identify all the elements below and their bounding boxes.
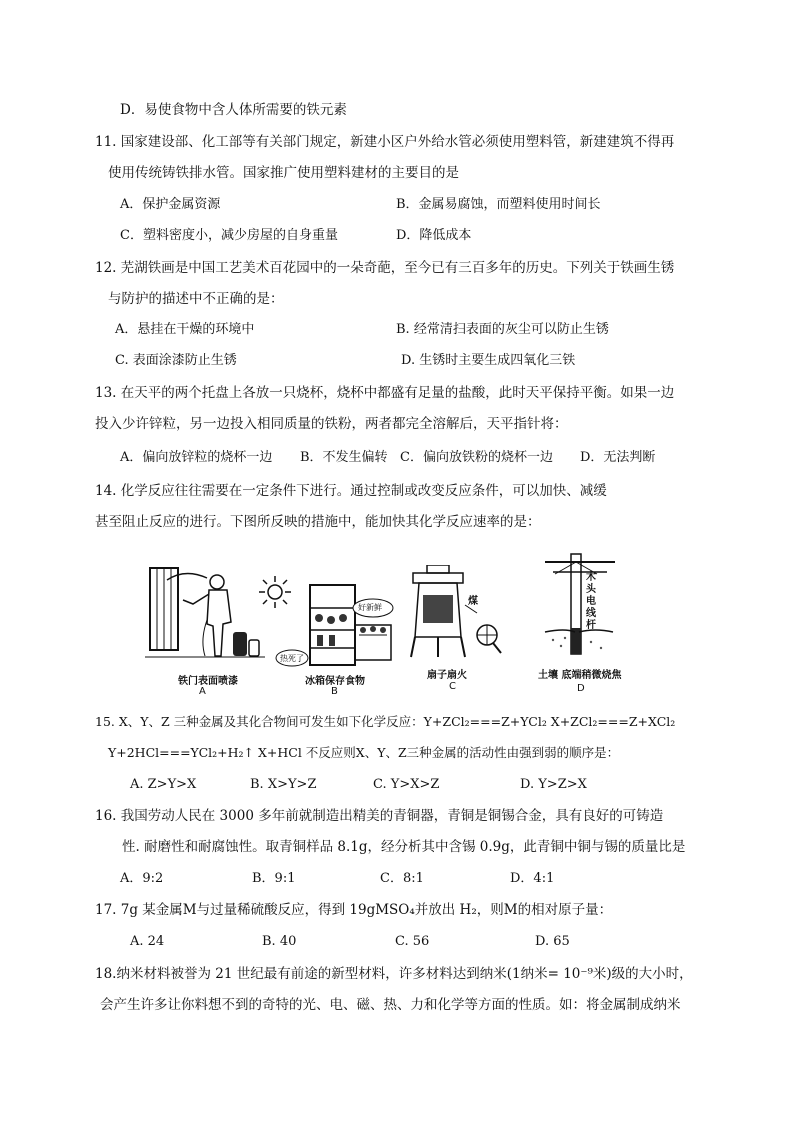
q12-option-d: D. 生锈时主要生成四氧化三铁: [401, 353, 576, 368]
q14-stem-line2: 甚至阻止反应的进行。下图所反映的措施中，能加快其化学反应速率的是：: [95, 514, 541, 530]
figure-c-stove: [405, 565, 505, 670]
q16-stem-line2: 性. 耐磨性和耐腐蚀性。取青铜样品 8.1g，经分析其中含锡 0.9g，此青铜中铜与锡的质量比是: [122, 839, 686, 855]
q16-option-b: B．9:1: [252, 871, 296, 886]
q11-stem-line1: 11. 国家建设部、化工部等有关部门规定，新建小区户外给水管必须使用塑料管，新建建筑不得再: [95, 134, 675, 150]
pole-char: 头: [586, 584, 596, 595]
q15-option-c: C. Y>X>Z: [373, 777, 440, 792]
q13-stem-line2: 投入少许锌粒，另一边投入相同质量的铁粉，两者都完全溶解后，天平指针将：: [95, 416, 568, 432]
q15-option-d: D. Y>Z>X: [520, 777, 587, 792]
figure-b-bubble-fresh: 好新鲜: [358, 603, 382, 612]
q11-option-d: D．降低成本: [396, 228, 472, 243]
q11-stem-line2: 使用传统铸铁排水管。国家推广使用塑料建材的主要目的是: [108, 165, 459, 181]
q15-option-a: A. Z>Y>X: [130, 777, 197, 792]
figure-d-caption: 土壤 底端稍微烧焦: [538, 670, 622, 681]
q12-stem-line2: 与防护的描述中不正确的是：: [108, 291, 284, 307]
q15-stem-line2: Y+2HCl===YCl₂+H₂↑ X+HCl 不反应则X、Y、Z三种金属的活动性由强到弱的顺序是：: [108, 745, 620, 760]
q11-option-a: A．保护金属资源: [120, 197, 221, 212]
q11-option-c: C．塑料密度小，减少房屋的自身重量: [120, 228, 338, 243]
q17-option-c: C. 56: [395, 934, 430, 949]
q13-stem-line1: 13. 在天平的两个托盘上各放一只烧杯，烧杯中都盛有足量的盐酸，此时天平保持平衡。如果一边: [95, 385, 675, 401]
q13-option-d: D．无法判断: [580, 450, 656, 465]
q13-option-c: C．偏向放铁粉的烧杯一边: [400, 450, 553, 465]
figure-d-wooden-pole: [535, 550, 625, 665]
q16-option-c: C．8:1: [380, 871, 424, 886]
figure-a-letter: A: [199, 686, 206, 697]
figure-b-bubble-hot: 热死了: [280, 654, 304, 663]
q15-option-b: B. X>Y>Z: [250, 777, 317, 792]
q18-stem-line1: 18.纳米材料被誉为 21 世纪最有前途的新型材料，许多材料达到纳米(1纳米= 10⁻⁹米)级的大小时，: [95, 966, 693, 982]
q17-option-d: D. 65: [535, 934, 570, 949]
q13-option-b: B．不发生偏转: [300, 450, 388, 465]
q16-stem-line1: 16. 我国劳动人民在 3000 多年前就制造出精美的青铜器，青铜是铜锡合金，具有良好的可铸造: [95, 808, 664, 824]
q10-option-d: D．易使食物中含人体所需要的铁元素: [120, 102, 347, 118]
pole-char: 电: [586, 596, 596, 607]
figure-d-pole-label: [586, 572, 596, 632]
figure-c-caption: 扇子扇火: [427, 670, 467, 681]
q17-option-a: A. 24: [130, 934, 165, 949]
q17-option-b: B. 40: [262, 934, 297, 949]
q12-option-b: B. 经常清扫表面的灰尘可以防止生锈: [396, 322, 609, 337]
figure-a-caption: 铁门表面喷漆: [178, 676, 238, 687]
pole-char: 木: [586, 572, 596, 583]
figure-c-letter: C: [449, 681, 456, 692]
figure-c-coal-label: 煤: [468, 596, 478, 607]
pole-char: 杆: [586, 620, 596, 631]
figure-b-caption: 冰箱保存食物: [305, 676, 365, 687]
q12-option-a: A．悬挂在干燥的环境中: [115, 322, 255, 337]
q11-option-b: B．金属易腐蚀，而塑料使用时间长: [396, 197, 601, 212]
q16-option-d: D．4:1: [510, 871, 555, 886]
figure-a-painting-door: [145, 560, 265, 675]
q12-stem-line1: 12. 芜湖铁画是中国工艺美术百花园中的一朵奇葩，至今已有三百多年的历史。下列关于铁画生锈: [95, 260, 675, 276]
q18-stem-line2: 会产生许多让你料想不到的奇特的光、电、磁、热、力和化学等方面的性质。如：将金属制成纳米: [100, 997, 681, 1013]
q16-option-a: A．9:2: [120, 871, 164, 886]
q13-option-a: A．偏向放锌粒的烧杯一边: [120, 450, 273, 465]
pole-char: 线: [586, 608, 596, 619]
figure-b-letter: B: [331, 686, 338, 697]
q15-stem-line1: 15. X、Y、Z 三种金属及其化合物间可发生如下化学反应：Y+ZCl₂===Z+YCl₂ X+ZCl₂===Z+XCl₂: [95, 714, 676, 729]
figure-d-letter: D: [577, 683, 585, 694]
q12-option-c: C. 表面涂漆防止生锈: [115, 353, 237, 368]
q17-stem-line1: 17. 7g 某金属M与过量稀硫酸反应，得到 19gMSO₄并放出 H₂，则M的相对原子量：: [95, 902, 613, 918]
q14-stem-line1: 14. 化学反应往往需要在一定条件下进行。通过控制或改变反应条件，可以加快、减缓: [95, 483, 607, 499]
